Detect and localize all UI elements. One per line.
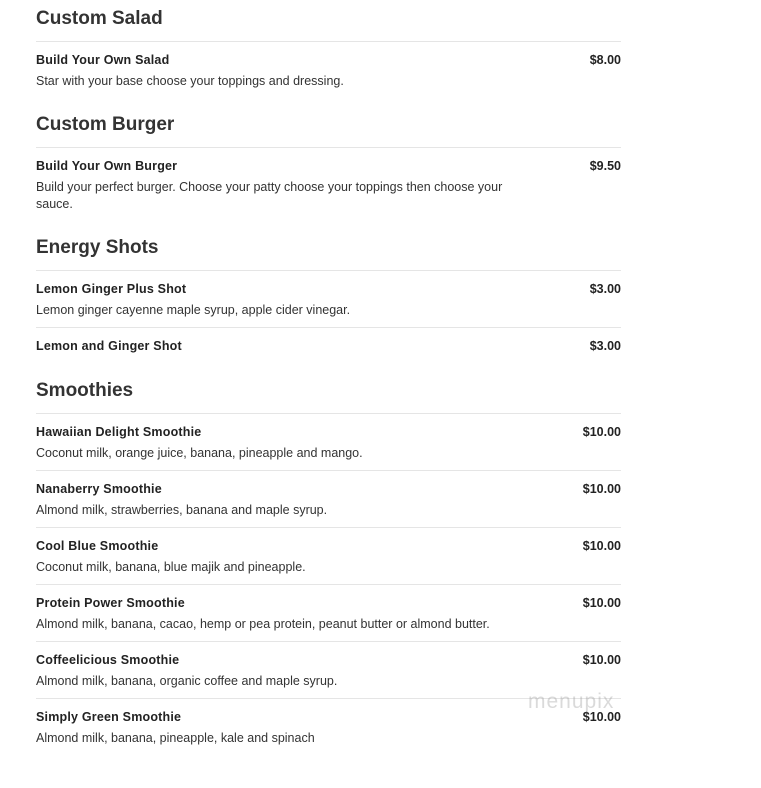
item-description: Build your perfect burger. Choose your patty choose your toppings then choose your sauce. xyxy=(36,180,503,211)
item-description: Almond milk, banana, pineapple, kale and spinach xyxy=(36,731,315,745)
item-name: Nanaberry Smoothie xyxy=(36,482,162,496)
item-description: Almond milk, banana, cacao, hemp or pea protein, peanut butter or almond butter. xyxy=(36,617,490,631)
item-name: Hawaiian Delight Smoothie xyxy=(36,425,202,439)
item-price: $10.00 xyxy=(582,482,621,496)
item-name: Build Your Own Salad xyxy=(36,53,170,67)
section-title: Custom Salad xyxy=(36,7,621,42)
item-price: $10.00 xyxy=(582,710,621,724)
menu-list xyxy=(36,0,621,755)
section-title: Smoothies xyxy=(36,379,621,414)
item-description: Coconut milk, banana, blue majik and pineapple. xyxy=(36,560,306,574)
menu-item xyxy=(36,42,621,98)
item-price: $3.00 xyxy=(589,282,621,296)
section-custom-burger xyxy=(36,98,621,221)
menu-item xyxy=(36,148,621,221)
section-custom-salad xyxy=(36,0,621,98)
item-description: Lemon ginger cayenne maple syrup, apple cider vinegar. xyxy=(36,303,351,317)
item-name: Coffeelicious Smoothie xyxy=(36,653,180,667)
item-name: Build Your Own Burger xyxy=(36,159,178,173)
menu-item xyxy=(36,271,621,328)
item-price: $10.00 xyxy=(582,539,621,553)
item-name: Lemon and Ginger Shot xyxy=(36,339,182,353)
menu-item xyxy=(36,585,621,642)
section-title: Energy Shots xyxy=(36,236,621,271)
section-energy-shots xyxy=(36,221,621,375)
watermark: menupix xyxy=(528,690,615,713)
item-name: Cool Blue Smoothie xyxy=(36,539,159,553)
menu-item xyxy=(36,414,621,471)
item-name: Simply Green Smoothie xyxy=(36,710,182,724)
item-price: $9.50 xyxy=(589,159,621,173)
item-price: $8.00 xyxy=(589,53,621,67)
menu-item xyxy=(36,528,621,585)
menu-item xyxy=(36,328,621,375)
menu-item xyxy=(36,471,621,528)
item-description: Almond milk, strawberries, banana and maple syrup. xyxy=(36,503,328,517)
item-price: $10.00 xyxy=(582,425,621,439)
section-title: Custom Burger xyxy=(36,113,621,148)
item-price: $10.00 xyxy=(582,653,621,667)
item-price: $3.00 xyxy=(589,339,621,353)
item-price: $10.00 xyxy=(582,596,621,610)
item-name: Protein Power Smoothie xyxy=(36,596,185,610)
item-description: Star with your base choose your toppings and dressing. xyxy=(36,74,344,88)
item-description: Coconut milk, orange juice, banana, pineapple and mango. xyxy=(36,446,363,460)
item-description: Almond milk, banana, organic coffee and maple syrup. xyxy=(36,674,338,688)
item-name: Lemon Ginger Plus Shot xyxy=(36,282,187,296)
